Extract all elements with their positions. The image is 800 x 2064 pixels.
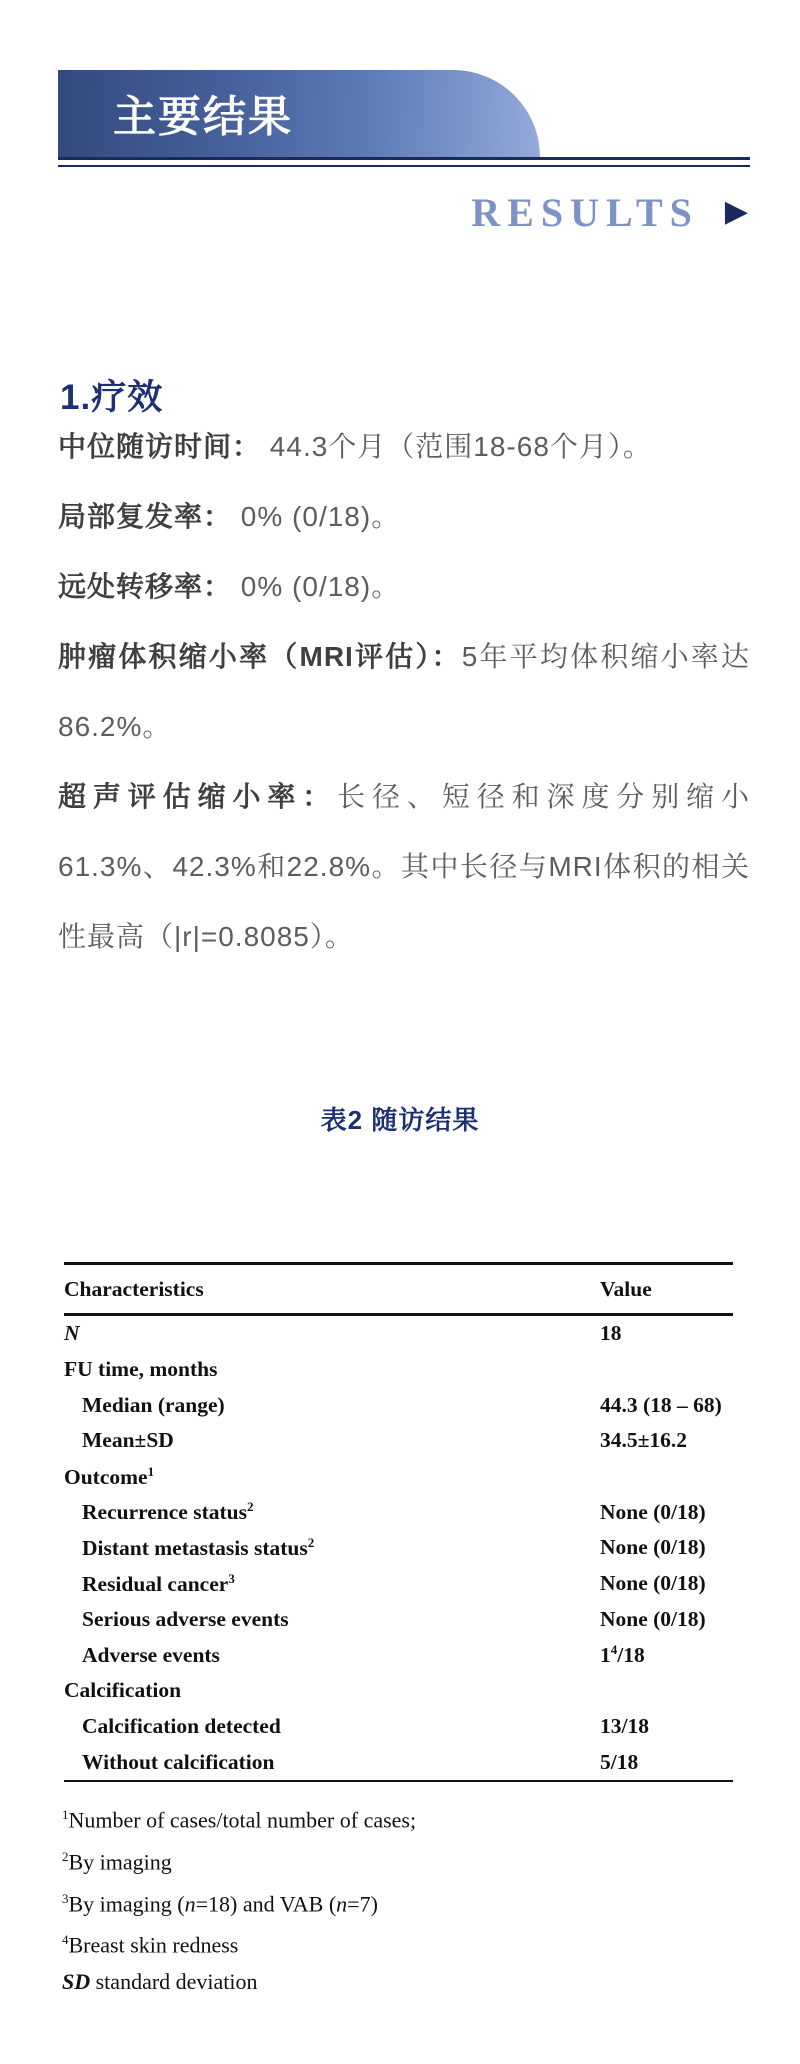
row-label: Serious adverse events xyxy=(82,1606,289,1631)
footnote: $^4$Breast skin redness xyxy=(62,1932,239,1958)
row-label: Without calcification xyxy=(82,1749,275,1774)
paragraph-volume-reduction-mri xyxy=(58,622,750,762)
row-value: 44.3 (18 – 68) xyxy=(600,1392,722,1417)
table-row xyxy=(64,1316,733,1352)
paragraph-value: 0% (0/18)。 xyxy=(232,571,401,602)
row-value: None (0/18) xyxy=(600,1571,706,1596)
paragraph-ultrasound-reduction xyxy=(58,762,750,972)
footnote: $^1$Number of cases/total number of cases; xyxy=(62,1807,417,1833)
row-label: Recurrence status xyxy=(82,1500,247,1525)
table-row xyxy=(64,1709,733,1745)
paragraph-value: 长径、短径和深度分别缩小61.3%、42.3%和22.8%。其中长径与MRI体积的相关性最高（|r|=0.8085）。 xyxy=(58,781,750,952)
banner-underline-thin xyxy=(58,165,750,167)
arrow-right-icon: ▶ xyxy=(724,194,748,229)
row-value: None (0/18) xyxy=(600,1606,706,1631)
row-value: None (0/18) xyxy=(600,1499,706,1524)
row-value: 18 xyxy=(600,1321,622,1346)
row-label: Mean±SD xyxy=(82,1428,174,1453)
paragraph-label: 远处转移率： xyxy=(58,571,233,602)
table-row xyxy=(64,1744,733,1780)
paragraph-median-follow-up xyxy=(58,412,750,482)
row-value: 5/18 xyxy=(600,1749,639,1774)
paragraph-label: 中位随访时间： xyxy=(58,431,262,462)
column-header-characteristics: Characteristics xyxy=(64,1276,204,1301)
paragraph-label: 肿瘤体积缩小率（MRI评估）： xyxy=(58,641,462,672)
banner-title: 主要结果 xyxy=(113,94,293,141)
footnote: $^2$By imaging xyxy=(62,1848,172,1875)
paragraph-value: 44.3个月（范围18-68个月）。 xyxy=(261,431,652,462)
footnote: $^3$By imaging (n=18) and VAB (n=7) xyxy=(62,1890,378,1916)
table-row xyxy=(64,1423,733,1459)
results-label: RESULTS xyxy=(471,189,699,235)
row-value: 34.5±16.2 xyxy=(600,1428,688,1453)
row-value: None (0/18) xyxy=(600,1535,706,1560)
banner-underline-thick xyxy=(58,157,750,160)
section-heading: 1.疗效 xyxy=(60,378,164,417)
row-label: Outcome xyxy=(64,1464,148,1489)
row-label: FU time, months xyxy=(64,1357,218,1382)
table-row xyxy=(64,1602,733,1638)
table-body xyxy=(64,1316,733,1782)
table-row: Distant metastasis status$^2$ None (0/18) xyxy=(64,1530,733,1566)
footnote: SD standard deviation xyxy=(62,1969,258,1995)
row-value: $1^4/18$ xyxy=(600,1641,645,1668)
table-row: Recurrence status$^2$ None (0/18) xyxy=(64,1494,733,1530)
table-row xyxy=(64,1673,733,1709)
table-footnotes xyxy=(62,1797,416,2001)
paragraph-distant-metastasis xyxy=(58,552,750,622)
table-caption: 表2 随访结果 xyxy=(320,1105,480,1135)
paragraph-label: 超声评估缩小率： xyxy=(58,781,338,812)
column-header-value: Value xyxy=(600,1276,652,1301)
row-label: Residual cancer xyxy=(82,1571,229,1596)
row-value: 13/18 xyxy=(600,1713,649,1738)
body-text xyxy=(58,412,750,972)
paragraph-value: 0% (0/18)。 xyxy=(232,501,401,532)
row-label: Adverse events xyxy=(82,1642,220,1667)
row-label: N xyxy=(64,1321,80,1346)
table-row: Residual cancer$^3$ None (0/18) xyxy=(64,1566,733,1602)
table-row xyxy=(64,1637,733,1673)
section-banner xyxy=(58,70,540,157)
row-label: Median (range) xyxy=(82,1392,225,1417)
row-label: Distant metastasis status xyxy=(82,1536,308,1561)
table-row xyxy=(64,1352,733,1388)
paragraph-value: 5年平均体积缩小率达86.2%。 xyxy=(58,641,750,742)
results-header xyxy=(471,188,748,236)
row-label: Calcification detected xyxy=(82,1713,281,1738)
paragraph-label: 局部复发率： xyxy=(58,501,233,532)
table-row xyxy=(64,1387,733,1423)
table-header-row xyxy=(64,1262,733,1316)
paragraph-local-recurrence xyxy=(58,482,750,552)
table-row: Outcome$^1$ xyxy=(64,1463,155,1489)
row-label: Calcification xyxy=(64,1678,182,1703)
follow-up-table xyxy=(64,1262,733,1782)
